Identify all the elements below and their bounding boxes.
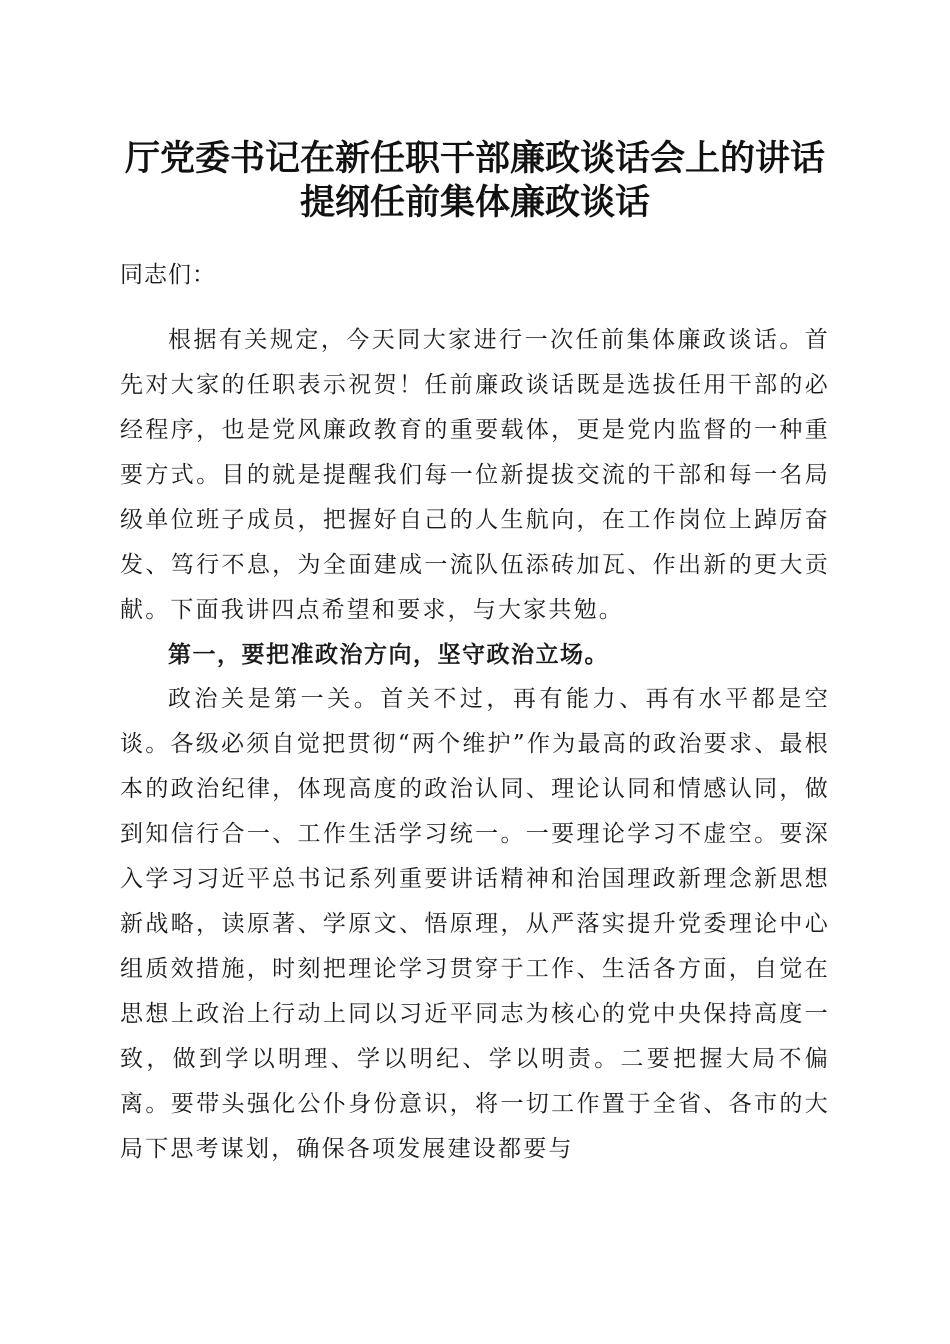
- document-title-line-2: 提纲任前集体廉政谈话: [299, 182, 650, 223]
- document-title-line-1: 厅党委书记在新任职干部廉政谈话会上的讲话: [124, 138, 825, 179]
- paragraph-intro: 根据有关规定，今天同大家进行一次任前集体廉政谈话。首先对大家的任职表示祝贺！任前廉政谈话既是选拔任用干部的必经程序，也是党风廉政教育的重要载体，更是党内监督的一种重要方式。目的就是提醒我们每一位新提拔交流的干部和每一名局级单位班子成员，把握好自己的人生航向，在工作岗位上踔厉奋发、笃行不息，为全面建成一流队伍添砖加瓦、作出新的更大贡献。下面我讲四点希望和要求，与大家共勉。: [120, 327, 830, 623]
- paragraph-section-1: 政治关是第一关。首关不过，再有能力、再有水平都是空谈。各级必须自觉把贯彻“两个维护”作为最高的政治要求、最根本的政治纪律，体现高度的政治认同、理论认同和情感认同，做到知信行合一、工作生活学习统一。一要理论学习不虚空。要深入学习习近平总书记系列重要讲话精神和治国理政新理念新思想新战略，读原著、学原文、悟原理，从严落实提升党委理论中心组质效措施，时刻把理论学习贯穿于工作、生活各方面，自觉在思想上政治上行动上同以习近平同志为核心的党中央保持高度一致，做到学以明理、学以明纪、学以明责。二要把握大局不偏离。要带头强化公仆身份意识，将一切工作置于全省、各市的大局下思考谋划，确保各项发展建设都要与: [120, 686, 830, 1162]
- salutation: 同志们：: [120, 262, 216, 288]
- section-heading-1: 第一，要把准政治方向，坚守政治立场。: [168, 641, 609, 668]
